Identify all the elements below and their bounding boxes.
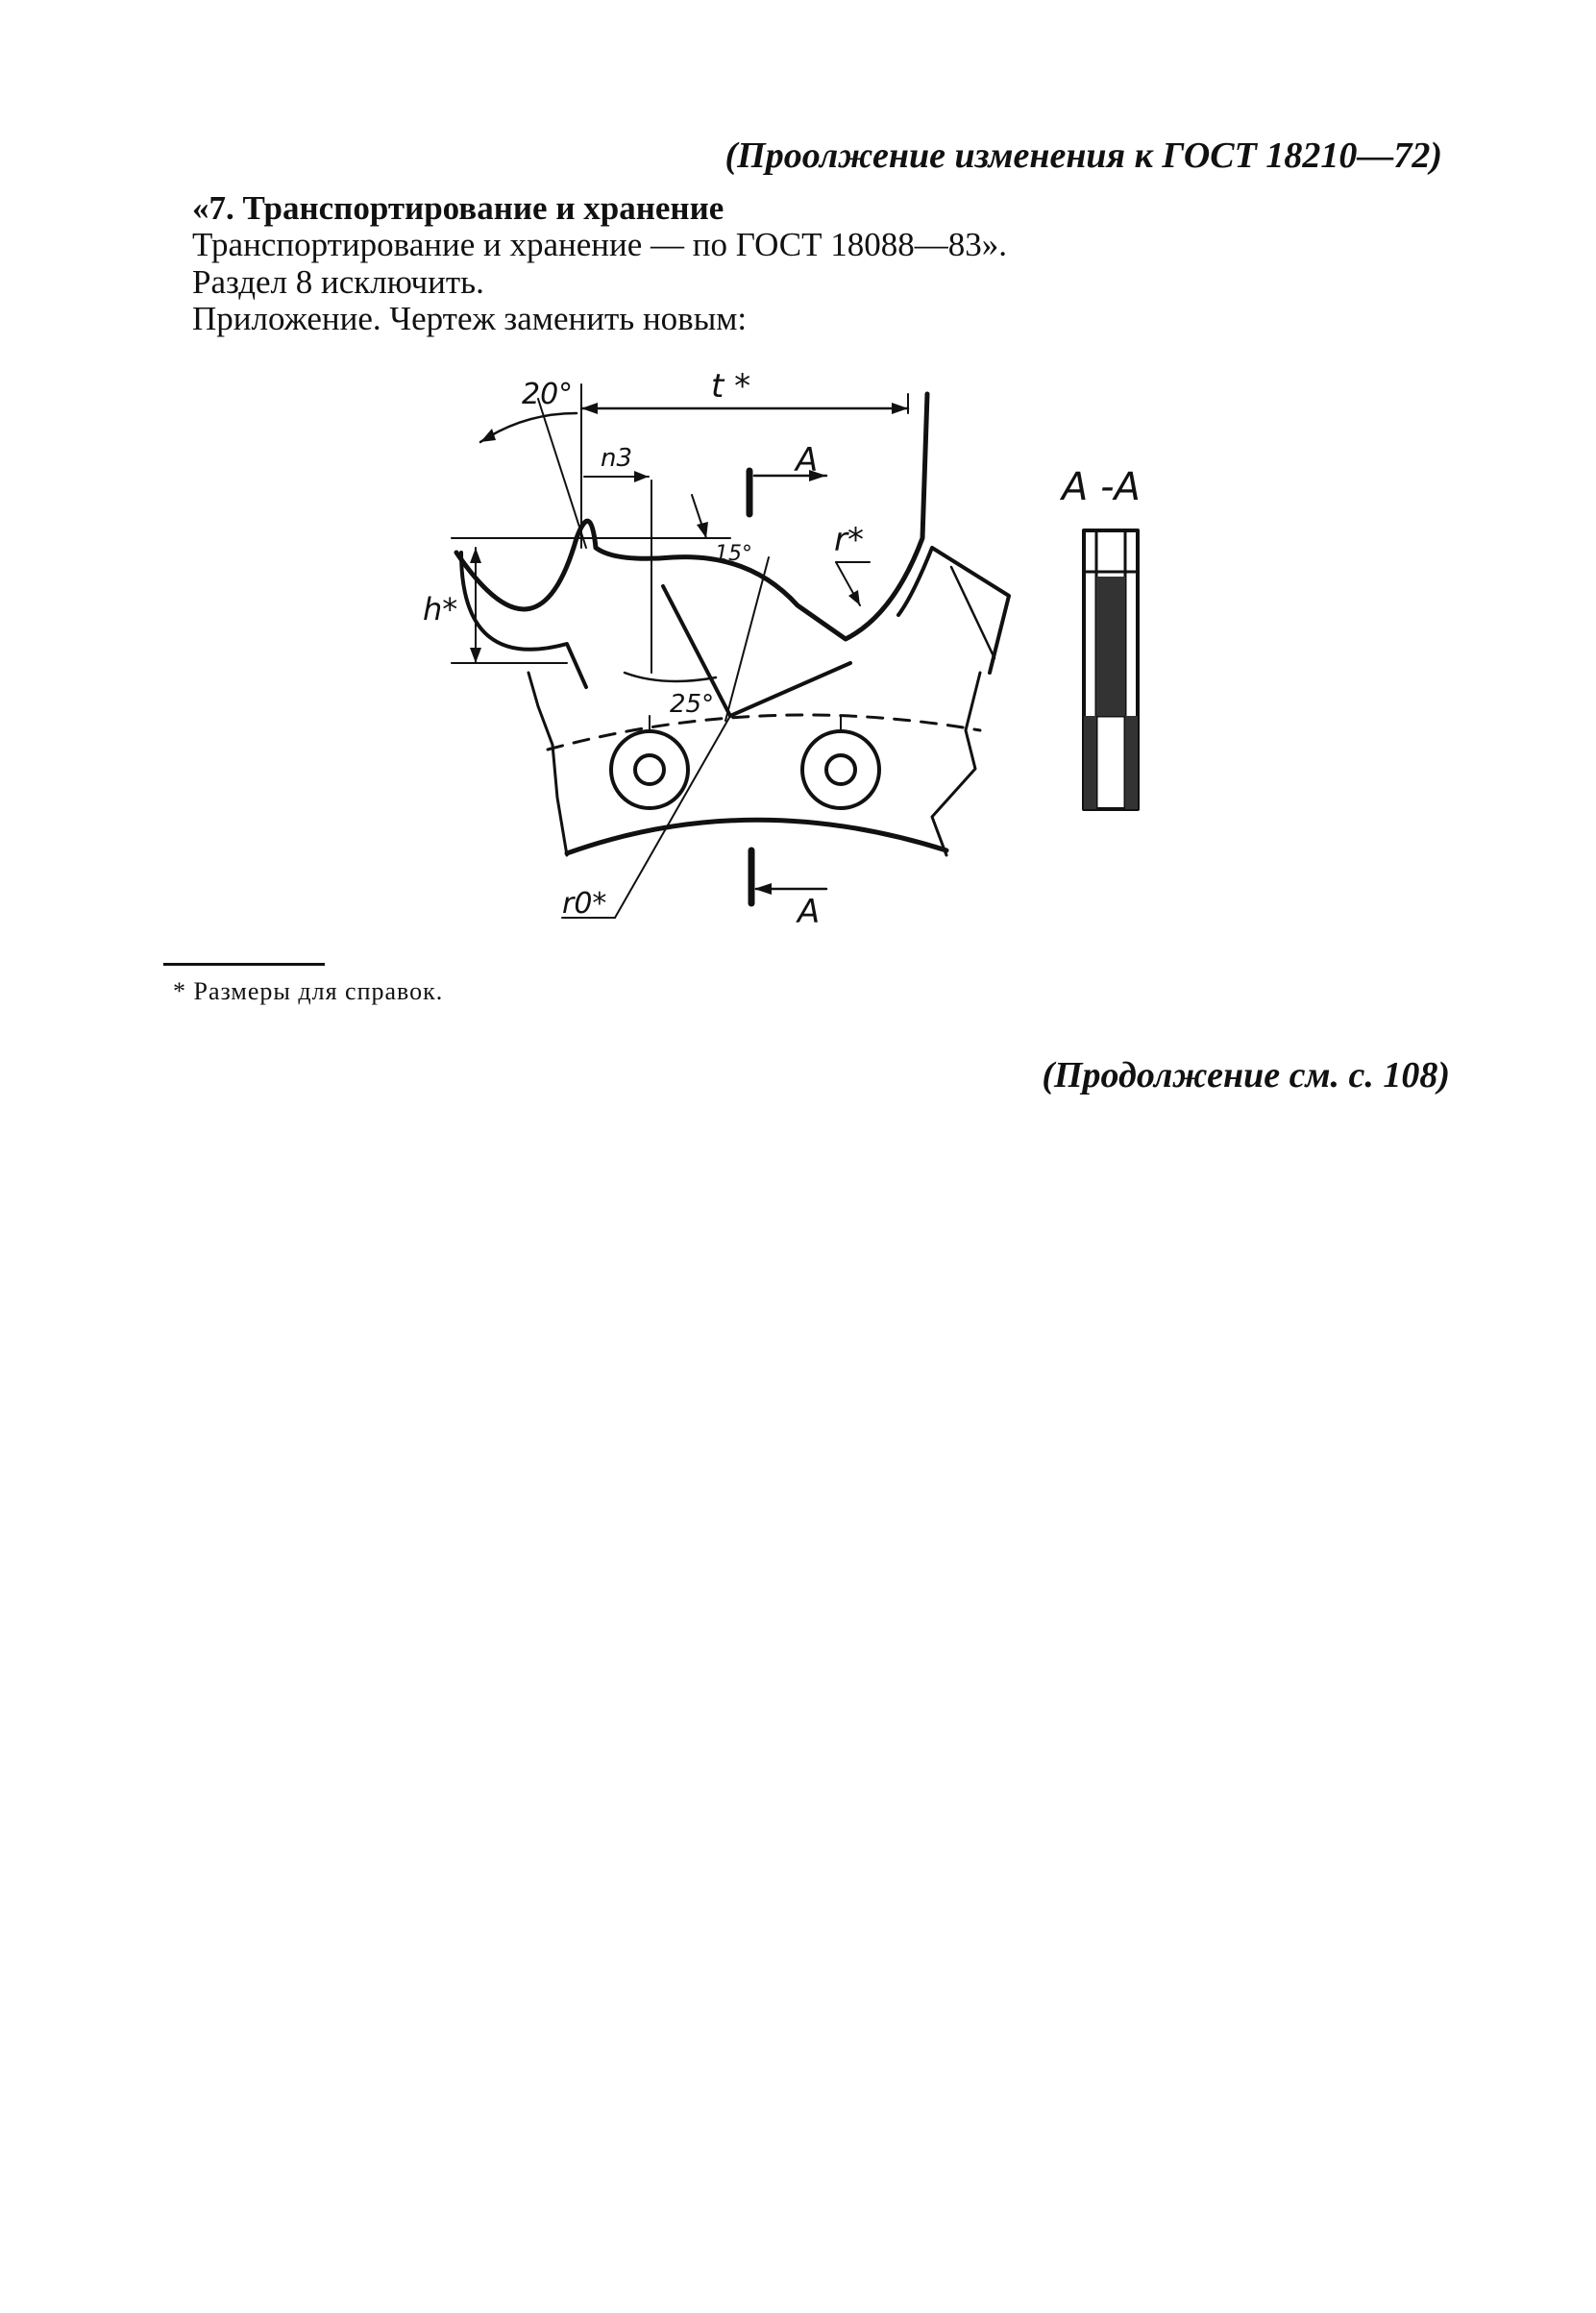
label-t: t * [711,367,751,406]
label-section-mark-top: A [796,441,819,480]
label-r0: r0* [562,887,607,921]
transport-line: Транспортирование и хранение — по ГОСТ 18088—83». [192,226,1008,263]
label-angle-15: 15° [715,542,752,566]
continued-note: (Продолжение см. с. 108) [1042,1055,1450,1095]
left-rivet-outer [611,731,688,808]
appendix-line: Приложение. Чертеж заменить новым: [192,300,748,337]
label-section-mark-bottom: A [798,893,821,931]
bottom-arc [567,820,946,853]
right-rivet-inner [826,755,855,784]
label-angle-20: 20° [522,378,574,411]
label-n3: n3 [601,444,633,473]
footnote-text: * Размеры для справок. [173,977,444,1005]
exclude-line: Раздел 8 исключить. [192,263,484,301]
label-r: r* [834,521,864,559]
continuation-header: (Проолжение изменения к ГОСТ 18210—72) [724,135,1442,176]
label-section-view: A -A [1062,465,1141,509]
section-title: «7. Транспортирование и хранение [192,189,724,227]
footnote-separator [163,963,325,966]
left-tooth-fragment [461,553,586,687]
body-right-edge [932,673,980,855]
left-rivet-inner [635,755,664,784]
label-h: h* [423,591,458,627]
dashed-pitch-arc [548,715,980,750]
angle-25-arc [625,673,716,681]
body-left-edge [528,673,567,855]
technical-drawing [0,0,1596,961]
label-angle-25: 25° [670,690,715,719]
r0-leader [615,716,730,918]
right-rivet-outer [802,731,879,808]
